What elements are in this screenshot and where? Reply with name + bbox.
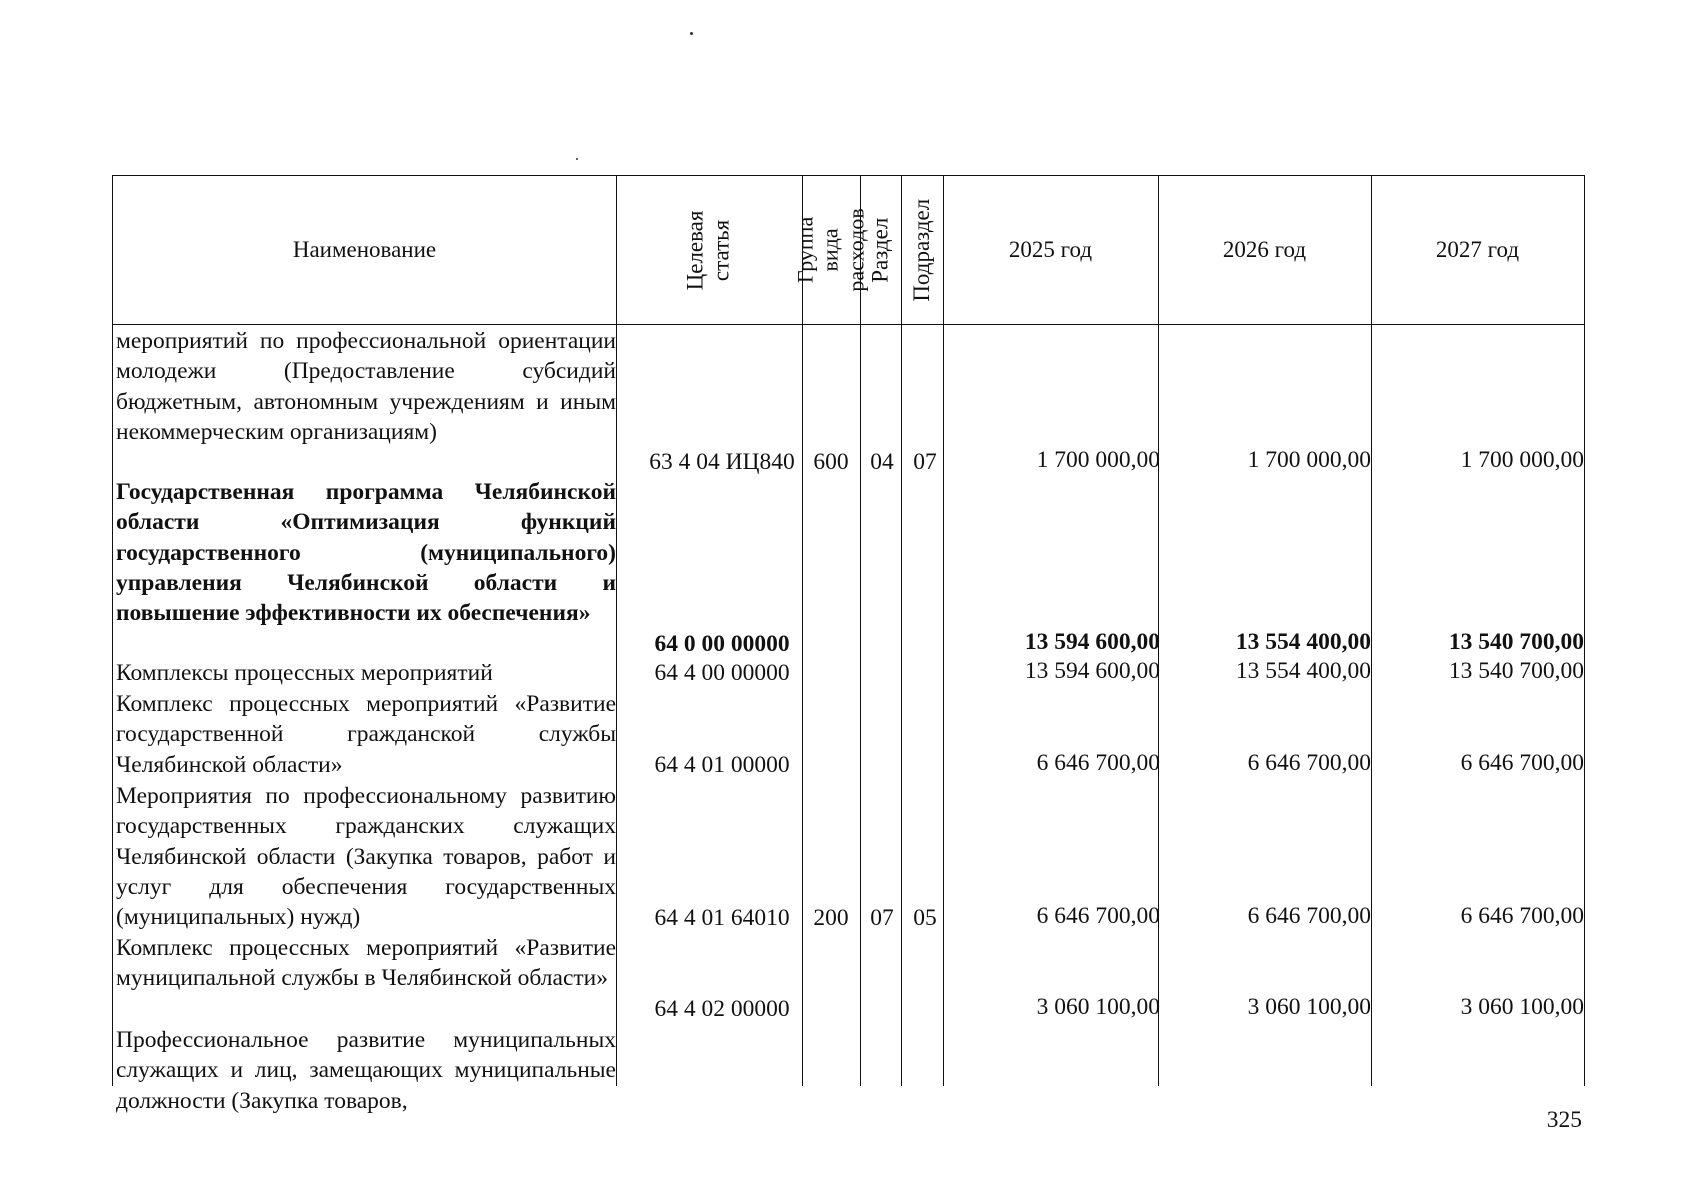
scan-speck (690, 32, 693, 35)
row-subsection: 07 (913, 449, 937, 475)
header-2026: 2026 год (1222, 237, 1307, 262)
row-subsection: 05 (913, 905, 937, 931)
row-name: Комплекс процессных мероприятий «Развитие государственной гражданской службы Челябинской области» (116, 691, 616, 778)
row-2025: 13 594 600,00 (1024, 658, 1160, 684)
row-name: Профессиональное развитие муниципальных служащих и лиц, замещающих муниципальные должности (Закупка товаров, (116, 1027, 616, 1114)
budget-table (112, 175, 1585, 1114)
row-code: 63 4 04 ИЦ840 (649, 449, 795, 475)
row-name: Комплекс процессных мероприятий «Развитие муниципальной службы в Челябинской области» (116, 935, 616, 992)
row-group: 600 (813, 449, 849, 475)
header-2025: 2025 год (1008, 237, 1093, 262)
row-2025: 3 060 100,00 (1036, 994, 1160, 1020)
row-2025: 1 700 000,00 (1036, 447, 1160, 473)
row-2026: 3 060 100,00 (1247, 994, 1371, 1020)
row-2027: 1 700 000,00 (1460, 447, 1584, 473)
row-2027: 3 060 100,00 (1460, 994, 1584, 1020)
row-section: 04 (870, 449, 894, 475)
header-bottom-rule (113, 324, 1585, 325)
row-name: Мероприятия по профессиональному развитию государственных гражданских служащих Челябинской области (Закупка товаров, работ и услуг для обеспечения государственных (муниципальных) нужд) (116, 783, 616, 931)
row-code: 64 4 02 00000 (654, 996, 790, 1022)
row-2026: 1 700 000,00 (1247, 447, 1371, 473)
header-subsection (901, 176, 943, 324)
row-name: мероприятий по профессиональной ориентации молодежи (Предоставление субсидий бюджетным, автономным учреждениям и иным некоммерческим организациям) (116, 328, 616, 445)
row-2027: 6 646 700,00 (1460, 903, 1584, 929)
header-group-label: Группа вида расходов (793, 208, 869, 292)
row-name: Государственная программа Челябинской области «Оптимизация функций государственного (муниципального) управления Челябинской области и повышение эффективности их обеспечения» (116, 479, 616, 627)
header-code-label: Целевая статья (682, 210, 734, 290)
row-2026: 13 554 400,00 (1235, 658, 1371, 684)
header-name: Наименование (292, 237, 437, 262)
row-name: Комплексы процессных мероприятий (116, 660, 493, 686)
row-code: 64 4 01 64010 (654, 905, 790, 931)
row-code: 64 4 01 00000 (654, 752, 790, 778)
header-subsection-label: Подраздел (908, 198, 934, 302)
row-2027: 13 540 700,00 (1448, 629, 1584, 655)
scan-speck (576, 158, 578, 160)
row-2027: 6 646 700,00 (1460, 750, 1584, 776)
row-section: 07 (870, 905, 894, 931)
row-code: 64 4 00 00000 (654, 660, 790, 686)
row-code: 64 0 00 00000 (654, 631, 790, 657)
page-number: 325 (1546, 1107, 1582, 1133)
row-2026: 6 646 700,00 (1247, 903, 1371, 929)
row-2025: 13 594 600,00 (1024, 629, 1160, 655)
row-2025: 6 646 700,00 (1036, 750, 1160, 776)
row-2025: 6 646 700,00 (1036, 903, 1160, 929)
row-2026: 13 554 400,00 (1235, 629, 1371, 655)
header-2027: 2027 год (1435, 237, 1520, 262)
col-divider (1584, 176, 1585, 1086)
header-section (860, 176, 901, 324)
row-2027: 13 540 700,00 (1448, 658, 1584, 684)
header-section-label: Раздел (867, 217, 893, 283)
header-group (793, 176, 869, 324)
row-2026: 6 646 700,00 (1247, 750, 1371, 776)
row-group: 200 (813, 905, 849, 931)
header-code (616, 176, 802, 324)
